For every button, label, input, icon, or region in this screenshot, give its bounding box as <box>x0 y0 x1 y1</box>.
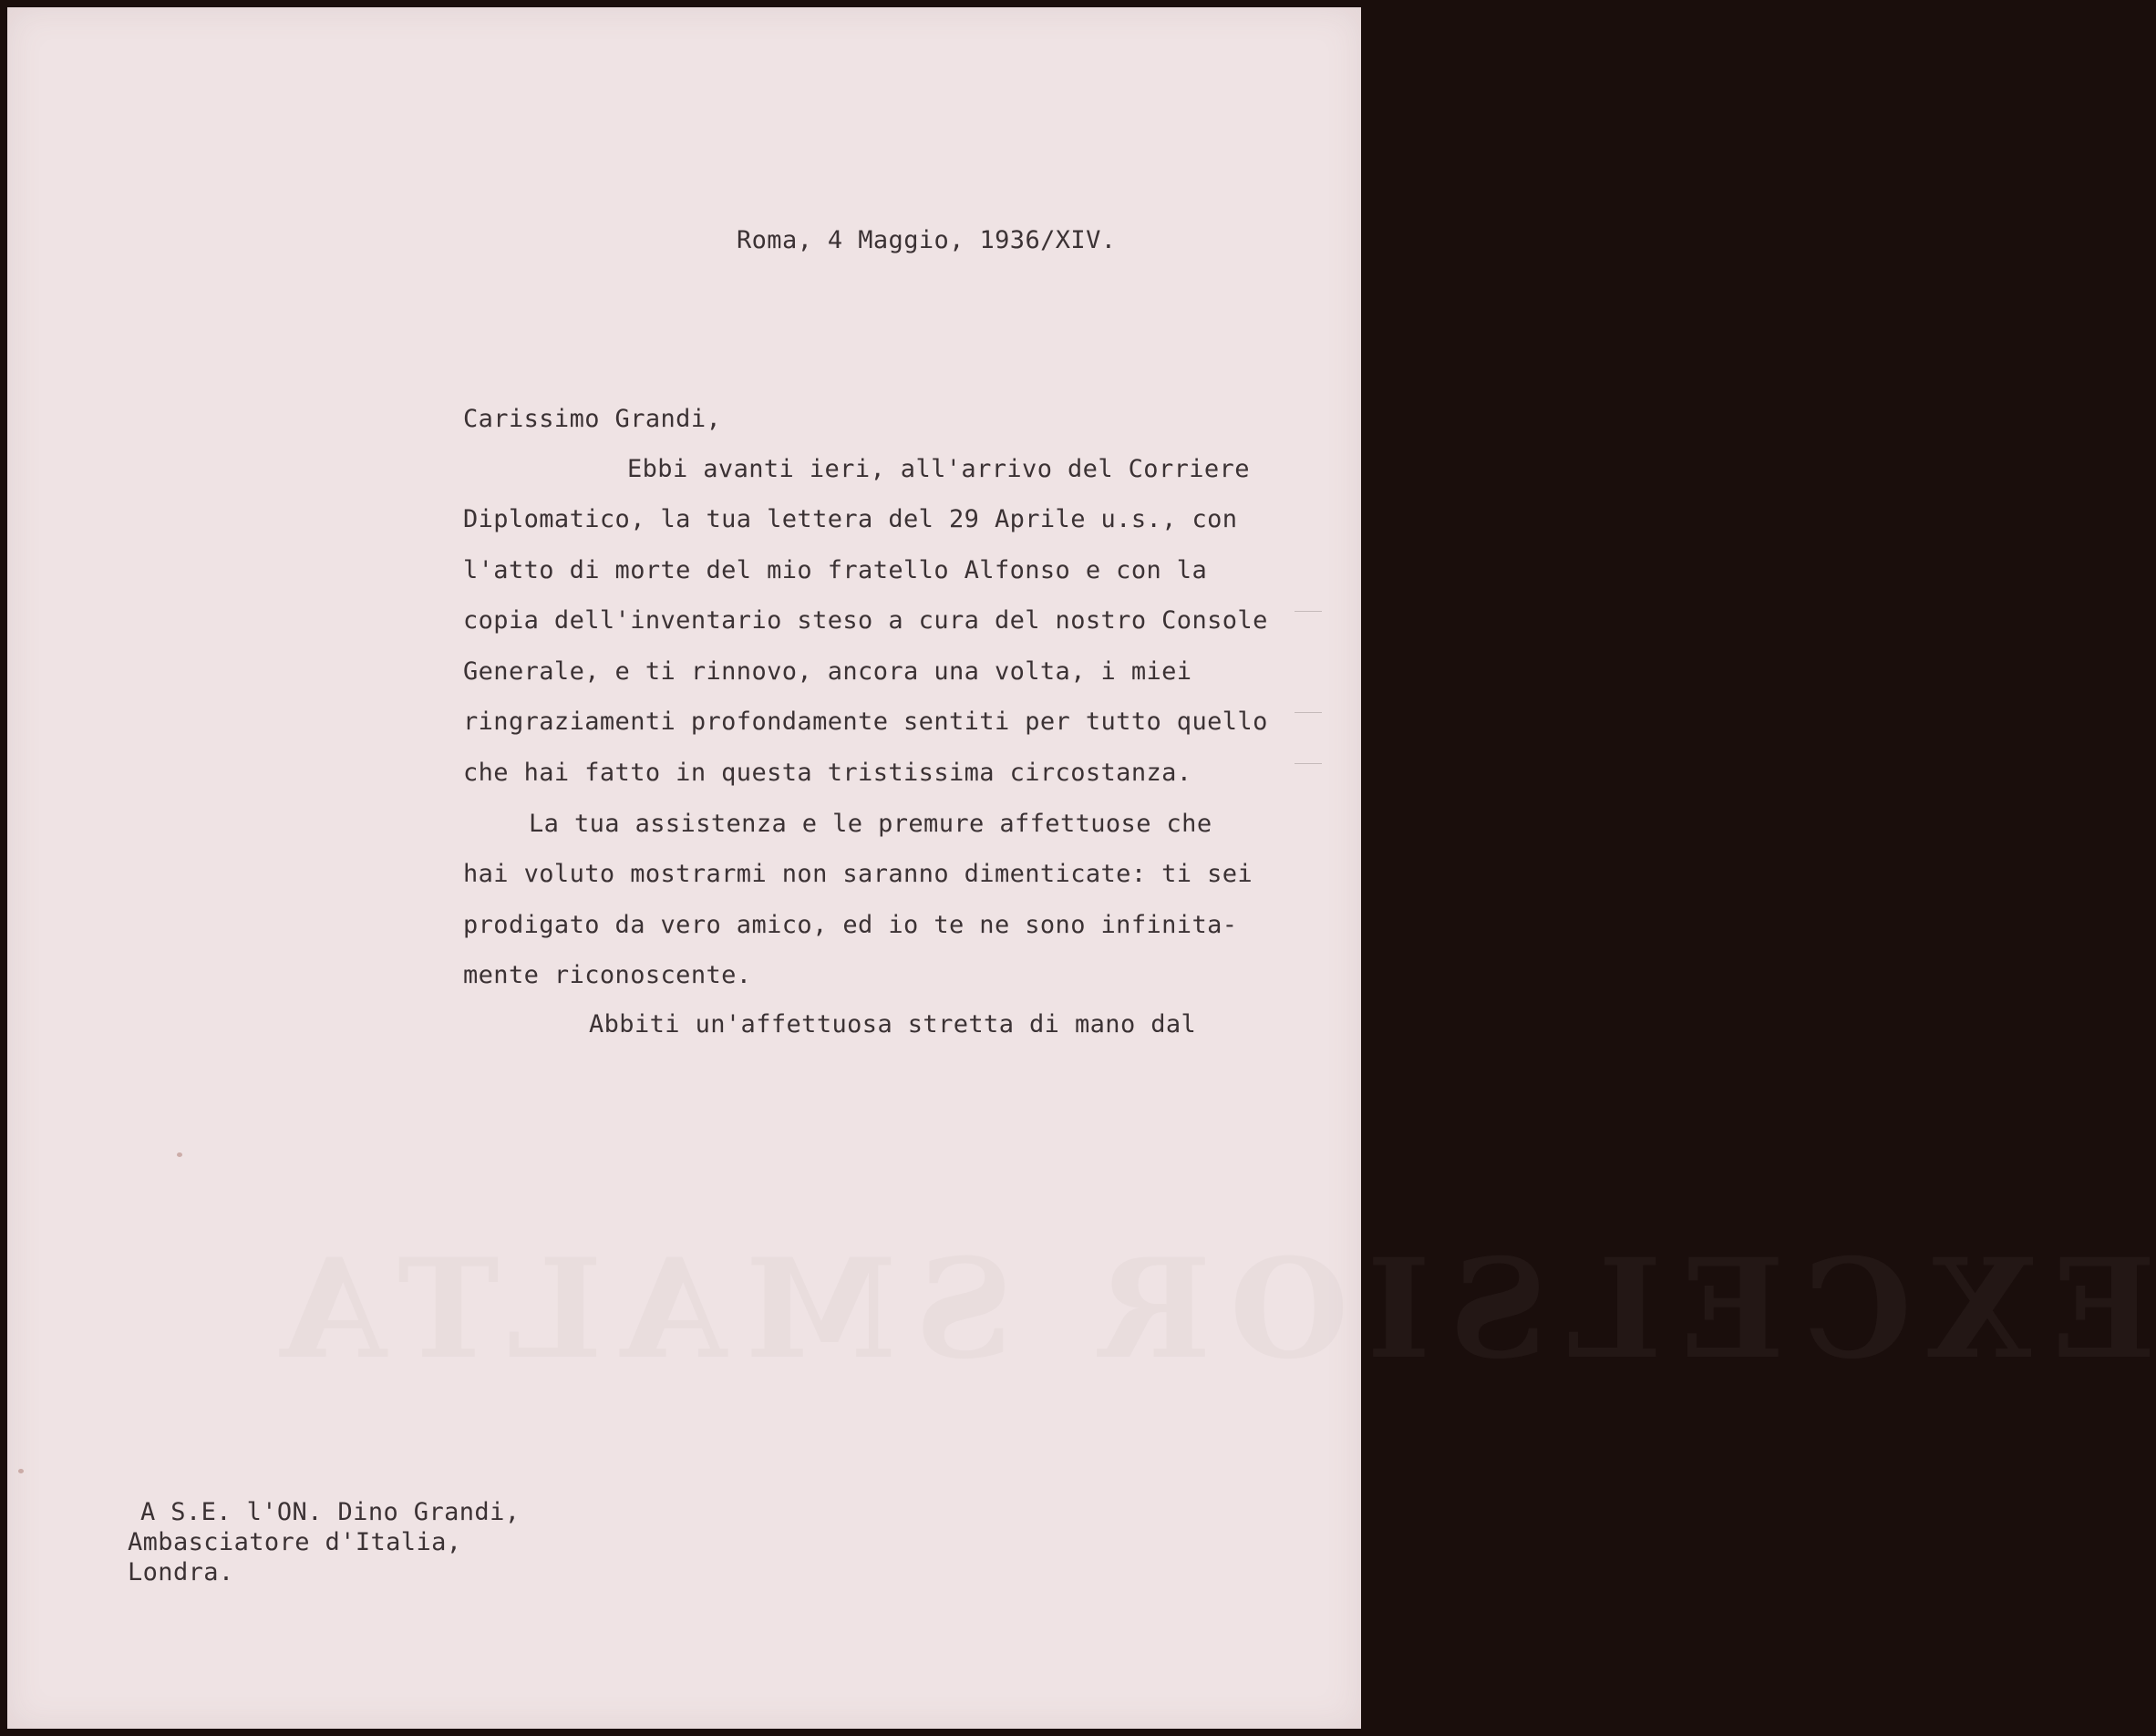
paragraph1-line: copia dell'inventario steso a cura del nostro Console <box>463 606 1268 635</box>
paragraph1-line: Ebbi avanti ieri, all'arrivo del Corriere <box>627 455 1250 483</box>
letter-salutation: Carissimo Grandi, <box>463 405 722 433</box>
paragraph2-line: mente riconoscente. <box>463 961 752 989</box>
paragraph2-line: La tua assistenza e le premure affettuose che <box>529 810 1212 838</box>
paragraph1-line: ringraziamenti profondamente sentiti per tutto quello <box>463 708 1268 736</box>
paragraph2-line: prodigato da vero amico, ed io te ne sono infinita- <box>463 911 1238 939</box>
paper-speck <box>177 1152 182 1157</box>
margin-mark <box>1295 712 1322 713</box>
paper-watermark: EXCELSIOR SMALTA <box>263 1229 2156 1390</box>
recipient-line: Londra. <box>128 1558 234 1586</box>
letter-closing: Abbiti un'affettuosa stretta di mano dal <box>589 1010 1197 1038</box>
recipient-line: Ambasciatore d'Italia, <box>128 1528 462 1556</box>
paragraph2-line: hai voluto mostrarmi non saranno dimenticate: ti sei <box>463 860 1253 888</box>
paragraph1-line: che hai fatto in questa tristissima circostanza. <box>463 759 1192 787</box>
recipient-line: A S.E. l'ON. Dino Grandi, <box>140 1498 521 1526</box>
paper-speck <box>18 1469 24 1473</box>
margin-mark <box>1295 763 1322 764</box>
paragraph1-line: Generale, e ti rinnovo, ancora una volta, i miei <box>463 657 1192 686</box>
paragraph1-line: Diplomatico, la tua lettera del 29 Aprile u.s., con <box>463 505 1238 533</box>
letter-sheet <box>7 7 2156 1729</box>
margin-mark <box>1295 611 1322 612</box>
letter-date: Roma, 4 Maggio, 1936/XIV. <box>737 226 1117 254</box>
paragraph1-line: l'atto di morte del mio fratello Alfonso e con la <box>463 556 1208 584</box>
